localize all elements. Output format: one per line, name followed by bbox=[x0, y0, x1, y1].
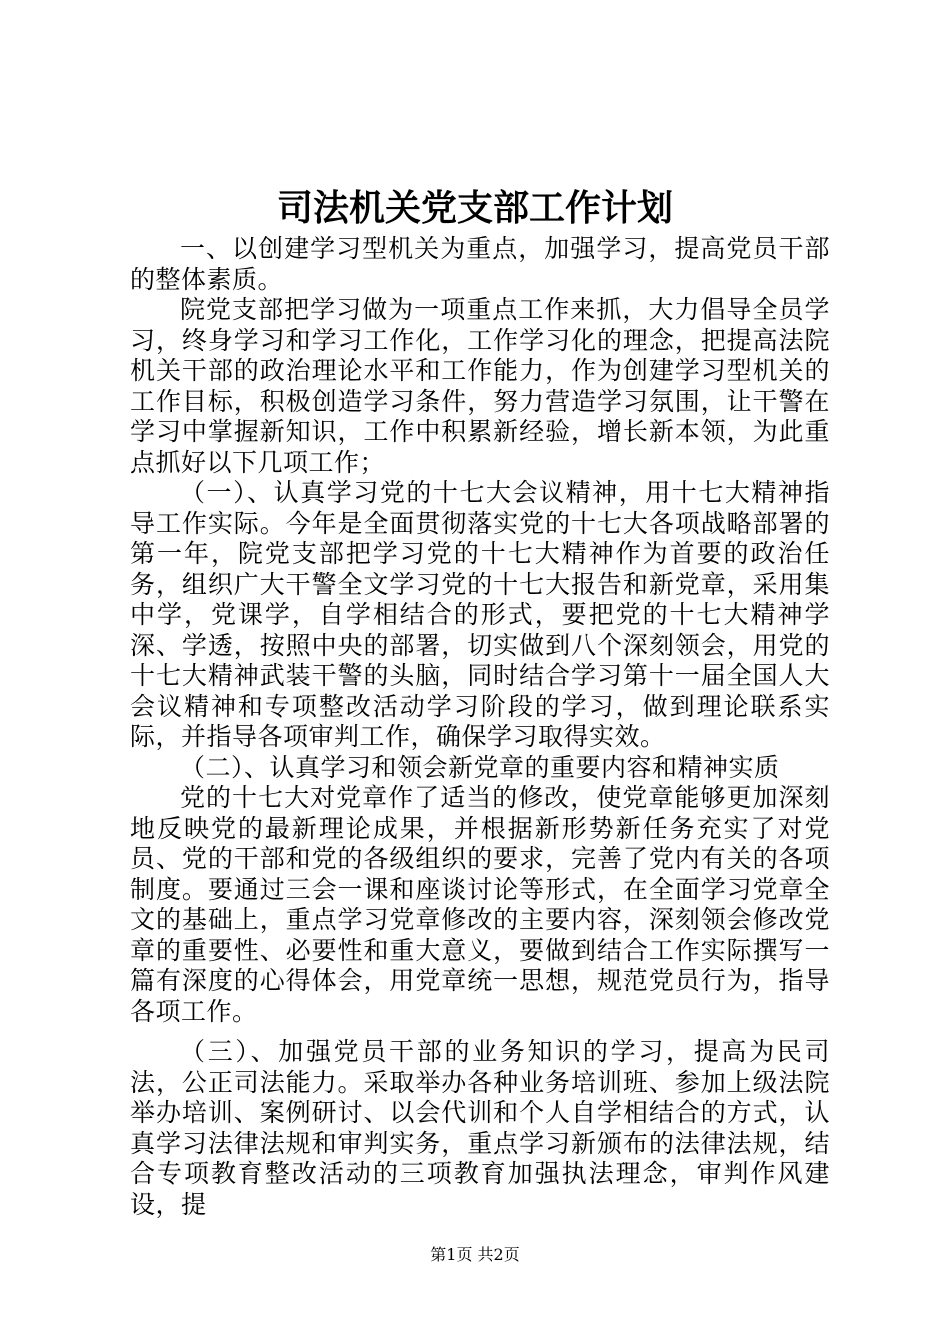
paragraph-section-one-heading: 一、以创建学习型机关为重点，加强学习，提高党员干部的整体素质。 bbox=[130, 234, 830, 294]
paragraph-item-one: （一）、认真学习党的十七大会议精神，用十七大精神指导工作实际。今年是全面贯彻落实党的十七大各项战略部署的第一年，院党支部把学习党的十七大精神作为首要的政治任务，组织广大干警全文学习党的十七大报告和新党章，采用集中学，党课学，自学相结合的形式，要把党的十七大精神学深、学透，按照中央的部署，切实做到八个深刻领会，用党的十七大精神武装干警的头脑，同时结合学习第十一届全国人大会议精神和专项整改活动学习阶段的学习，做到理论联系实际，并指导各项审判工作，确保学习取得实效。 bbox=[130, 478, 830, 751]
paragraph-item-three: （三）、加强党员干部的业务知识的学习，提高为民司法，公正司法能力。采取举办各种业务培训班、参加上级法院举办培训、案例研讨、以会代训和个人自学相结合的方式，认真学习法律法规和审判实务，重点学习新颁布的法律法规，结合专项教育整改活动的三项教育加强执法理念，审判作风建设，提 bbox=[130, 1037, 830, 1219]
document-body bbox=[130, 234, 830, 1220]
paragraph-section-one-intro: 院党支部把学习做为一项重点工作来抓，大力倡导全员学习，终身学习和学习工作化，工作学习化的理念，把提高法院机关干部的政治理论水平和工作能力，作为创建学习型机关的工作目标，积极创造学习条件，努力营造学习氛围，让干警在学习中掌握新知识，工作中积累新经验，增长新本领，为此重点抓好以下几项工作； bbox=[130, 295, 830, 477]
paragraph-item-two-body: 党的十七大对党章作了适当的修改，使党章能够更加深刻地反映党的最新理论成果，并根据新形势新任务充实了对党员、党的干部和党的各级组织的要求，完善了党内有关的各项制度。要通过三会一课和座谈讨论等形式，在全面学习党章全文的基础上，重点学习党章修改的主要内容，深刻领会修改党章的重要性、必要性和重大意义，要做到结合工作实际撰写一篇有深度的心得体会，用党章统一思想，规范党员行为，指导各项工作。 bbox=[130, 783, 830, 1026]
paragraph-item-two-heading: （二）、认真学习和领会新党章的重要内容和精神实质 bbox=[180, 752, 780, 782]
page-number: 第1页 共2页 bbox=[430, 1245, 520, 1264]
document-title: 司法机关党支部工作计划 bbox=[276, 187, 673, 229]
